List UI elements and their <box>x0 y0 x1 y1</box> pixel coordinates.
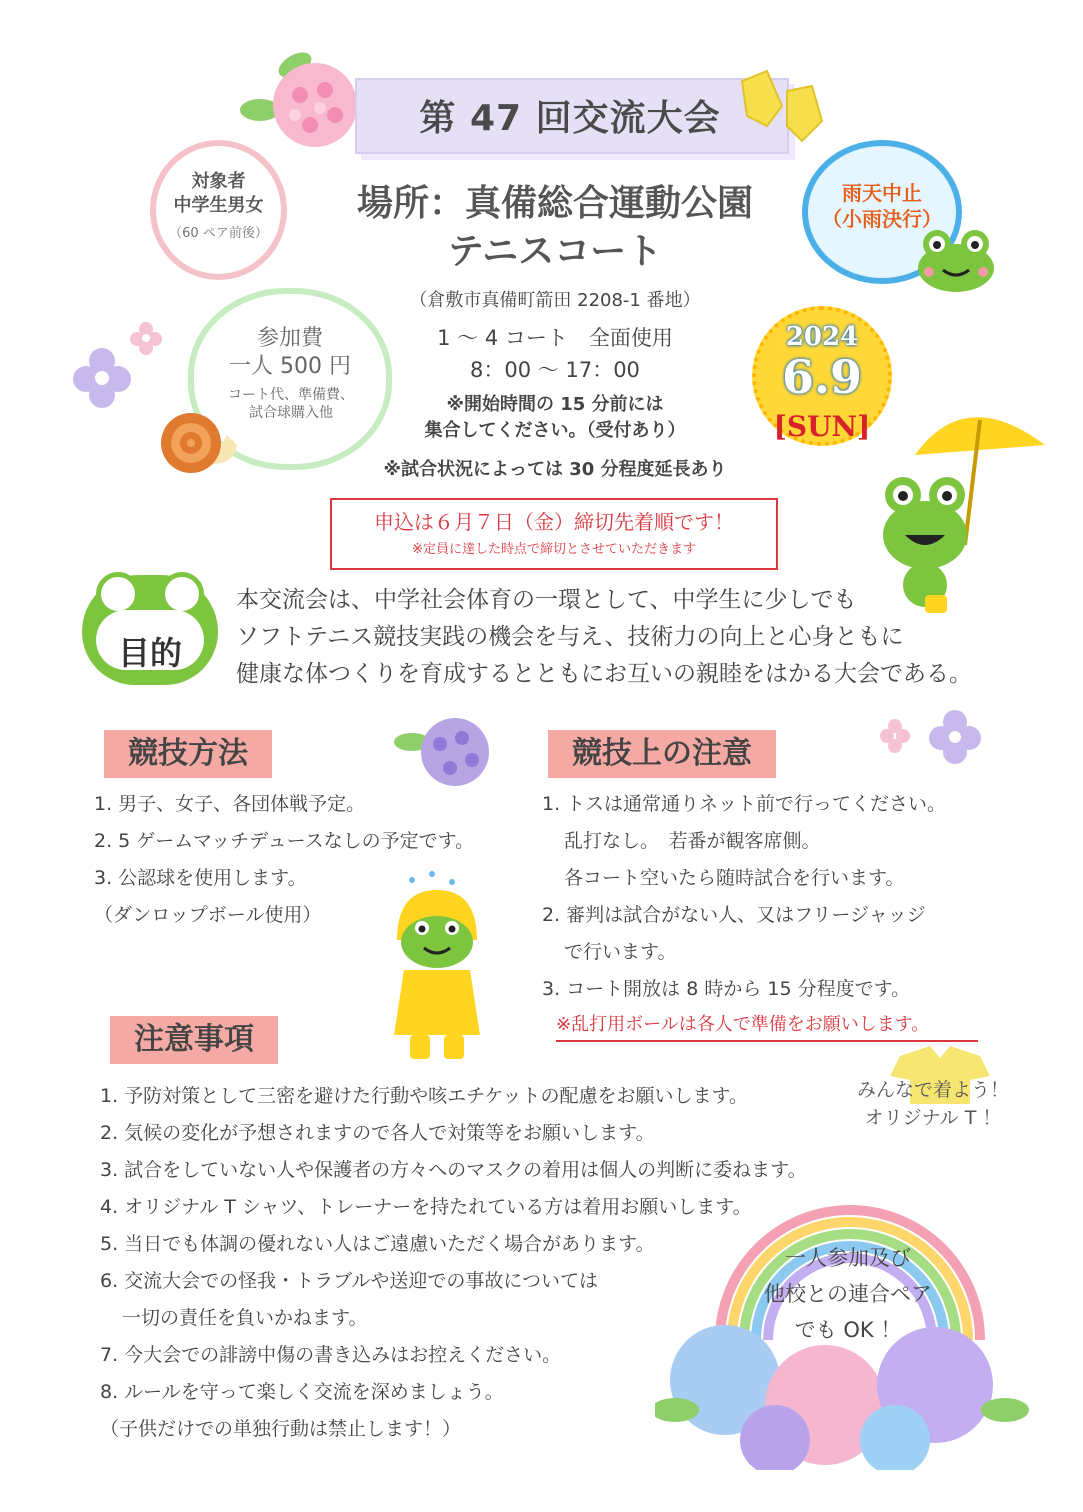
play-caution-heading: 競技上の注意 <box>548 730 776 778</box>
deadline-note: ※定員に達した時点で締切とさせていただきます <box>412 542 696 557</box>
rain-note <box>802 180 962 232</box>
play-caution-item: 3. コート開放は 8 時から 15 分程度です。 <box>542 978 911 1000</box>
purpose-label: 目的 <box>117 634 182 672</box>
note-item: 1. 予防対策として三密を避けた行動や咳エチケットの配慮をお願いします。 <box>100 1085 748 1107</box>
raincoat-frog-icon <box>372 870 502 1070</box>
courts: 1 〜 4 コート 全面使用 <box>437 326 673 350</box>
target-label <box>150 170 287 218</box>
note-item: 4. オリジナル T シャツ、トレーナーを持たれている方は着用お願いします。 <box>100 1196 752 1218</box>
purpose-text <box>236 582 1036 693</box>
ball-note: ※乱打用ボールは各人で準備をお願いします。 <box>556 1010 978 1042</box>
snail-icon <box>155 405 245 475</box>
hours: 8：00 〜 17：00 <box>470 358 640 382</box>
play-caution-item: 各コート空いたら随時試合を行います。 <box>564 867 905 889</box>
pair-line-2: 他校との連合ペア <box>764 1282 932 1306</box>
method-item: 2. 5 ゲームマッチデュースなしの予定です。 <box>94 830 475 852</box>
date-year: 2024 <box>785 322 859 352</box>
pair-line-1: 一人参加及び <box>785 1246 911 1270</box>
method-heading: 競技方法 <box>104 730 272 778</box>
method-item: 1. 男子、女子、各団体戦予定。 <box>94 793 366 815</box>
hydrangea-icon <box>240 40 370 150</box>
play-caution-item: で行います。 <box>564 941 677 963</box>
purpose-line: ソフトテニス競技実践の機会を与え、技術力の向上と心身ともに <box>236 624 904 650</box>
gather-line-1: ※開始時間の 15 分前には <box>446 394 664 415</box>
play-caution-item: 2. 審判は試合がない人、又はフリージャッジ <box>542 904 926 926</box>
target-label-1: 対象者 <box>191 171 246 192</box>
small-flower-icon <box>128 320 164 356</box>
rain-boots-icon <box>732 66 842 146</box>
fee-sub-1: コート代、準備費、 <box>228 387 354 403</box>
gather-note <box>360 392 750 444</box>
venue-address: （倉敷市真備町箭田 2208-1 番地） <box>409 290 701 311</box>
fee-label: 参加費 <box>256 326 323 351</box>
venue <box>330 180 780 276</box>
purpose-line: 本交流会は、中学社会体育の一環として、中学生に少しでも <box>236 587 857 613</box>
method-item: （ダンロップボール使用） <box>94 904 322 926</box>
note-item: 8. ルールを守って楽しく交流を深めましょう。 <box>100 1381 504 1403</box>
extend-note: ※試合状況によっては 30 分程度延長あり <box>383 459 727 480</box>
note-item: 3. 試合をしていない人や保護者の方々へのマスクの着用は個人の判断に委ねます。 <box>100 1159 807 1181</box>
note-item: 6. 交流大会での怪我・トラブルや送迎での事故については <box>100 1270 599 1292</box>
date-day: 6.9 <box>781 350 863 404</box>
date-weekday: [SUN] <box>773 410 871 443</box>
tshirt-line-2: オリジナル T ！ <box>864 1107 1002 1129</box>
play-caution-item: 1. トスは通常通りネット前で行ってください。 <box>542 793 946 815</box>
frog-face-icon <box>915 226 997 294</box>
deadline-main: 申込は６月７日（金）締切先着順です！ <box>374 510 734 534</box>
pair-note <box>738 1240 958 1348</box>
tshirt-line-1: みんなで着よう！ <box>856 1079 1009 1101</box>
method-item: 3. 公認球を使用します。 <box>94 867 307 889</box>
venue-line-2: テニスコート <box>447 231 663 272</box>
note-item: 5. 当日でも体調の優れない人はご遠慮いただく場合があります。 <box>100 1233 655 1255</box>
target-sub: （60 ペア前後） <box>169 226 268 241</box>
flower-icon <box>70 345 134 409</box>
flowers-icon <box>875 708 985 768</box>
venue-line-1: 場所：真備総合運動公園 <box>356 183 753 224</box>
purpose-line: 健康な体つくりを育成するとともにお互いの親睦をはかる大会である。 <box>236 661 972 687</box>
pair-line-3: でも OK ！ <box>794 1318 902 1342</box>
fee-sub-2: 試合球購入他 <box>249 405 333 421</box>
play-caution-list <box>542 786 1002 1008</box>
tshirt-note <box>848 1076 1018 1132</box>
play-caution-item: 乱打なし。 若番が観客席側。 <box>564 830 821 852</box>
rain-line-1: 雨天中止 <box>842 181 922 205</box>
note-item: 2. 気候の変化が予想されますので各人で対策等をお願いします。 <box>100 1122 655 1144</box>
note-item: 一切の責任を負いかねます。 <box>122 1307 368 1329</box>
page-title: 第 47 回交流大会 <box>419 98 721 139</box>
purple-hydrangea-icon <box>390 712 500 792</box>
note-item: 7. 今大会での誹謗中傷の書き込みはお控えください。 <box>100 1344 562 1366</box>
notes-heading: 注意事項 <box>110 1016 278 1064</box>
gather-line-2: 集合してください。（受付あり） <box>424 420 686 441</box>
fee-amount: 一人 500 円 <box>229 354 351 379</box>
fee-info <box>192 325 388 381</box>
court-info <box>380 322 730 386</box>
note-item: （子供だけでの単独行動は禁止します！） <box>100 1418 462 1440</box>
target-label-2: 中学生男女 <box>173 195 264 216</box>
rain-line-2: （小雨決行） <box>822 207 942 231</box>
